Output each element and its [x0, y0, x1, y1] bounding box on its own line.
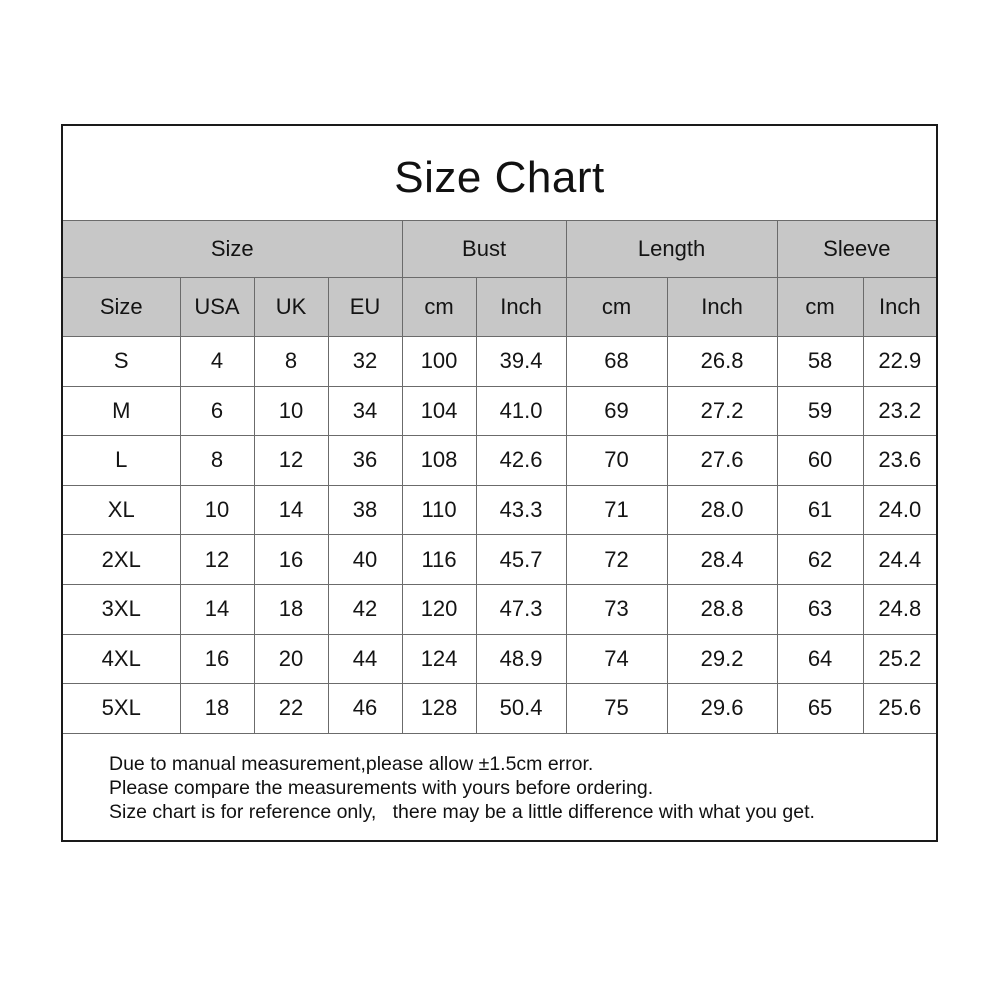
cell-uk: 22: [254, 684, 328, 734]
cell-usa: 14: [180, 584, 254, 634]
cell-eu: 42: [328, 584, 402, 634]
chart-title: Size Chart: [394, 153, 605, 202]
cell-sleeve-cm: 58: [777, 337, 863, 387]
cell-sleeve-cm: 62: [777, 535, 863, 585]
cell-length-cm: 72: [566, 535, 667, 585]
sub-header-sleeve-inch: Inch: [863, 278, 936, 337]
cell-length-cm: 71: [566, 485, 667, 535]
cell-sleeve-cm: 64: [777, 634, 863, 684]
note-line: Due to manual measurement,please allow ±1.5cm error.: [109, 753, 594, 775]
cell-usa: 4: [180, 337, 254, 387]
cell-sleeve-cm: 63: [777, 584, 863, 634]
disclaimer-notes: [109, 752, 815, 824]
cell-sleeve-inch: 24.4: [863, 535, 936, 585]
cell-length-cm: 69: [566, 386, 667, 436]
cell-length-inch: 27.2: [667, 386, 777, 436]
cell-length-inch: 26.8: [667, 337, 777, 387]
table-row: [63, 535, 936, 585]
sub-header-uk: UK: [254, 278, 328, 337]
cell-eu: 44: [328, 634, 402, 684]
cell-uk: 12: [254, 436, 328, 486]
cell-usa: 6: [180, 386, 254, 436]
cell-uk: 14: [254, 485, 328, 535]
cell-length-inch: 28.8: [667, 584, 777, 634]
group-header-bust: Bust: [402, 221, 566, 278]
cell-sleeve-cm: 59: [777, 386, 863, 436]
cell-bust-inch: 48.9: [476, 634, 566, 684]
cell-length-cm: 74: [566, 634, 667, 684]
cell-size: L: [63, 436, 180, 486]
cell-sleeve-cm: 65: [777, 684, 863, 734]
cell-bust-inch: 45.7: [476, 535, 566, 585]
cell-uk: 20: [254, 634, 328, 684]
cell-size: 5XL: [63, 684, 180, 734]
cell-bust-cm: 110: [402, 485, 476, 535]
cell-usa: 8: [180, 436, 254, 486]
note-line: Size chart is for reference only, there may be a little difference with what you get.: [109, 801, 815, 823]
cell-usa: 16: [180, 634, 254, 684]
cell-sleeve-inch: 23.2: [863, 386, 936, 436]
cell-length-inch: 27.6: [667, 436, 777, 486]
sub-header-usa: USA: [180, 278, 254, 337]
cell-bust-inch: 47.3: [476, 584, 566, 634]
title-area: [63, 126, 936, 220]
sub-header-sleeve-cm: cm: [777, 278, 863, 337]
cell-size: 4XL: [63, 634, 180, 684]
sub-header-row: [63, 278, 936, 337]
cell-uk: 16: [254, 535, 328, 585]
cell-size: 2XL: [63, 535, 180, 585]
cell-usa: 18: [180, 684, 254, 734]
cell-sleeve-inch: 25.6: [863, 684, 936, 734]
cell-bust-cm: 104: [402, 386, 476, 436]
cell-sleeve-inch: 25.2: [863, 634, 936, 684]
sub-header-length-inch: Inch: [667, 278, 777, 337]
cell-bust-inch: 43.3: [476, 485, 566, 535]
cell-length-cm: 73: [566, 584, 667, 634]
cell-eu: 40: [328, 535, 402, 585]
cell-usa: 12: [180, 535, 254, 585]
note-line: Please compare the measurements with yours before ordering.: [109, 777, 654, 799]
group-header-row: [63, 221, 936, 278]
table-row: [63, 684, 936, 734]
cell-length-inch: 28.0: [667, 485, 777, 535]
cell-size: M: [63, 386, 180, 436]
table-row: [63, 337, 936, 387]
cell-size: S: [63, 337, 180, 387]
cell-sleeve-inch: 22.9: [863, 337, 936, 387]
sub-header-bust-inch: Inch: [476, 278, 566, 337]
cell-bust-cm: 108: [402, 436, 476, 486]
cell-bust-cm: 124: [402, 634, 476, 684]
cell-eu: 34: [328, 386, 402, 436]
cell-length-inch: 29.2: [667, 634, 777, 684]
cell-size: XL: [63, 485, 180, 535]
table-row: [63, 485, 936, 535]
sub-header-size: Size: [63, 278, 180, 337]
cell-sleeve-inch: 24.8: [863, 584, 936, 634]
table-row: [63, 634, 936, 684]
cell-eu: 46: [328, 684, 402, 734]
cell-bust-cm: 128: [402, 684, 476, 734]
group-header-sleeve: Sleeve: [777, 221, 936, 278]
cell-bust-cm: 100: [402, 337, 476, 387]
cell-bust-inch: 42.6: [476, 436, 566, 486]
sub-header-length-cm: cm: [566, 278, 667, 337]
cell-eu: 36: [328, 436, 402, 486]
cell-length-cm: 70: [566, 436, 667, 486]
cell-bust-inch: 39.4: [476, 337, 566, 387]
size-table: [63, 220, 936, 734]
cell-eu: 32: [328, 337, 402, 387]
table-row: [63, 436, 936, 486]
cell-length-cm: 75: [566, 684, 667, 734]
cell-bust-inch: 50.4: [476, 684, 566, 734]
cell-length-cm: 68: [566, 337, 667, 387]
table-row: [63, 386, 936, 436]
group-header-length: Length: [566, 221, 777, 278]
table-row: [63, 584, 936, 634]
sub-header-bust-cm: cm: [402, 278, 476, 337]
cell-bust-cm: 116: [402, 535, 476, 585]
cell-usa: 10: [180, 485, 254, 535]
cell-sleeve-inch: 23.6: [863, 436, 936, 486]
cell-sleeve-cm: 60: [777, 436, 863, 486]
size-chart-frame: [61, 124, 938, 842]
cell-size: 3XL: [63, 584, 180, 634]
cell-sleeve-inch: 24.0: [863, 485, 936, 535]
cell-uk: 10: [254, 386, 328, 436]
cell-bust-inch: 41.0: [476, 386, 566, 436]
cell-uk: 18: [254, 584, 328, 634]
cell-sleeve-cm: 61: [777, 485, 863, 535]
group-header-size: Size: [63, 221, 402, 278]
cell-length-inch: 29.6: [667, 684, 777, 734]
cell-length-inch: 28.4: [667, 535, 777, 585]
cell-bust-cm: 120: [402, 584, 476, 634]
sub-header-eu: EU: [328, 278, 402, 337]
cell-eu: 38: [328, 485, 402, 535]
cell-uk: 8: [254, 337, 328, 387]
